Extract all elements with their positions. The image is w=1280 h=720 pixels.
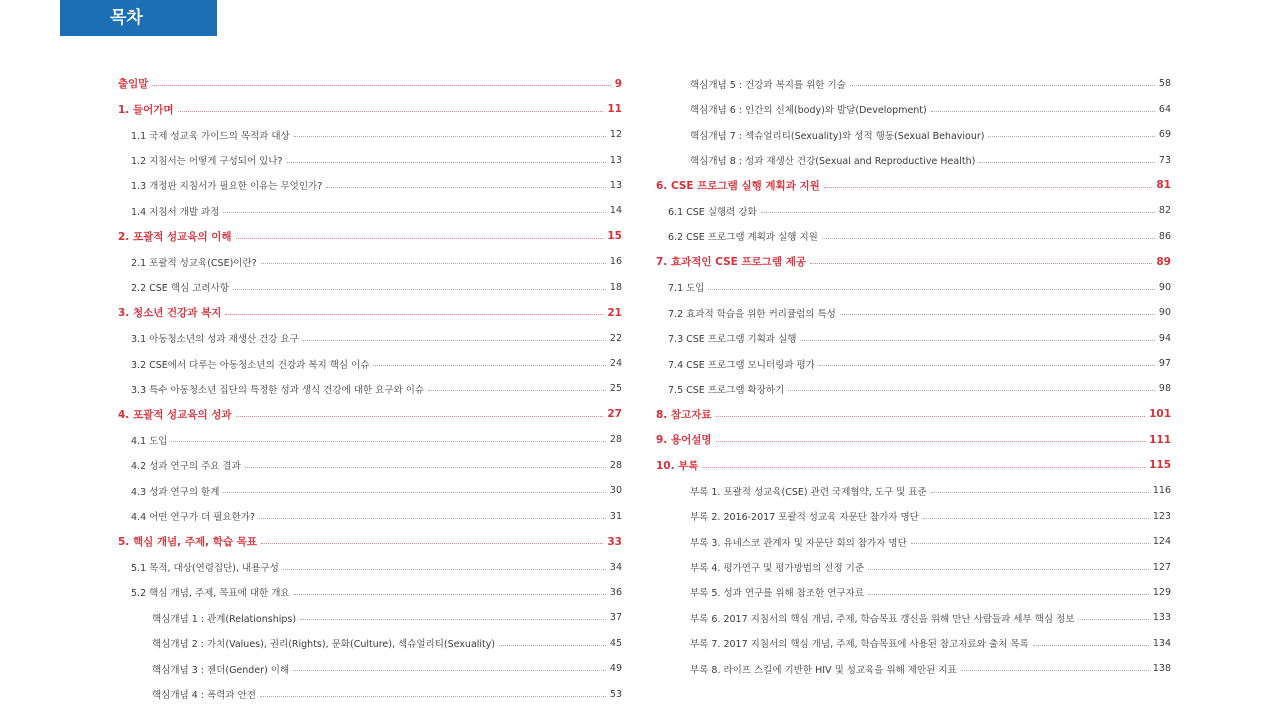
toc-entry-page-number: 36 — [609, 586, 622, 598]
toc-entry[interactable] — [118, 173, 622, 198]
toc-entry-page-number: 134 — [1152, 637, 1171, 649]
toc-entry-label: 5.2 핵심 개념, 주제, 목표에 대한 개요 — [131, 588, 290, 600]
toc-entry[interactable] — [118, 478, 622, 503]
toc-entry-page-number: 123 — [1152, 510, 1171, 522]
toc-entry-page-number: 86 — [1158, 230, 1171, 242]
toc-entry-page-number: 49 — [609, 663, 622, 675]
toc-entry-label: 부록 6. 2017 지침서의 핵심 개념, 주제, 학습목표 갱신을 위해 만난 사람들과 세부 핵심 정보 — [690, 613, 1075, 625]
toc-entry-page-number: 94 — [1158, 332, 1171, 344]
toc-entry[interactable] — [655, 147, 1171, 172]
toc-entry-page-number: 129 — [1152, 586, 1171, 598]
toc-entry-label: 1.1 국제 성교육 가이드의 목적과 대상 — [131, 130, 290, 142]
dot-leader — [716, 416, 1146, 417]
toc-entry[interactable] — [655, 71, 1171, 96]
toc-entry-label: 핵심개념 7 : 섹슈얼리티(Sexuality)와 성적 행동(Sexual Behaviour) — [690, 130, 985, 142]
toc-entry[interactable] — [118, 147, 622, 172]
dot-leader — [236, 416, 604, 417]
toc-entry-label: 부록 7. 2017 지침서의 핵심 개념, 주제, 학습목표에 사용된 참고자료와 출처 목록 — [690, 639, 1029, 651]
dot-leader — [236, 238, 604, 239]
toc-entry[interactable] — [118, 198, 622, 223]
toc-entry-page-number: 25 — [609, 383, 622, 395]
toc-entry-page-number: 97 — [1158, 358, 1171, 370]
toc-entry[interactable] — [655, 478, 1171, 503]
toc-entry-page-number: 14 — [609, 205, 622, 217]
toc-entry-label: 7.2 효과적 학습을 위한 커리큘럼의 특성 — [668, 308, 836, 320]
toc-entry-page-number: 22 — [609, 332, 622, 344]
toc-entry-label: 부록 1. 포괄적 성교육(CSE) 관련 국제협약, 도구 및 표준 — [690, 486, 927, 498]
toc-entry-page-number: 138 — [1152, 663, 1171, 675]
toc-entry-page-number: 90 — [1158, 281, 1171, 293]
dot-leader — [868, 594, 1149, 595]
toc-entry-page-number: 127 — [1152, 561, 1171, 573]
toc-entry-label: 8. 참고자료 — [656, 408, 712, 421]
toc-entry-label: 부록 4. 평가연구 및 평가방법의 선정 기준 — [690, 563, 865, 575]
toc-entry[interactable] — [655, 325, 1171, 350]
toc-entry[interactable] — [118, 122, 622, 147]
toc-entry-page-number: 13 — [609, 154, 622, 166]
toc-section-entry[interactable] — [655, 249, 1171, 274]
toc-entry-label: 3.2 CSE에서 다루는 아동청소년의 건강과 복지 핵심 이슈 — [131, 359, 370, 371]
toc-entry-page-number: 69 — [1158, 129, 1171, 141]
toc-entry-page-number: 58 — [1158, 78, 1171, 90]
toc-section-entry[interactable] — [655, 402, 1171, 427]
toc-entry[interactable] — [655, 300, 1171, 325]
dot-leader — [1033, 645, 1149, 646]
toc-entry-label: 부록 8. 라이프 스킬에 기반한 HIV 및 성교육을 위해 제안된 지표 — [690, 664, 957, 676]
toc-section-entry[interactable] — [655, 427, 1171, 452]
dot-leader — [223, 492, 605, 493]
toc-entry[interactable] — [118, 376, 622, 401]
dot-leader — [708, 289, 1154, 290]
dot-leader — [819, 365, 1155, 366]
toc-entry[interactable] — [118, 656, 622, 681]
toc-left-column — [118, 71, 622, 707]
toc-entry[interactable] — [655, 198, 1171, 223]
dot-leader — [294, 136, 606, 137]
dot-leader — [716, 441, 1146, 442]
toc-entry-label: 1.2 지침서는 어떻게 구성되어 있나? — [131, 156, 283, 168]
toc-entry-page-number: 98 — [1158, 383, 1171, 395]
toc-entry-label: 2.2 CSE 핵심 고려사항 — [131, 283, 229, 295]
toc-entry-label: 핵심개념 6 : 인간의 신체(body)와 발달(Development) — [690, 105, 927, 117]
toc-entry-label: 핵심개념 8 : 성과 재생산 건강(Sexual and Reproductive Health) — [690, 156, 976, 168]
toc-entry-label: 9. 용어설명 — [656, 434, 712, 447]
dot-leader — [373, 365, 605, 366]
dot-leader — [800, 340, 1154, 341]
toc-entry-page-number: 33 — [607, 535, 622, 548]
dot-leader — [499, 645, 606, 646]
toc-entry-page-number: 53 — [609, 688, 622, 700]
dot-leader — [911, 543, 1149, 544]
toc-entry[interactable] — [118, 427, 622, 452]
toc-entry-label: 핵심개념 2 : 가치(Values), 권리(Rights), 문화(Culture), 섹슈얼리티(Sexuality) — [152, 639, 496, 651]
dot-leader — [961, 670, 1149, 671]
toc-entry-label: 3.1 아동청소년의 성과 재생산 건강 요구 — [131, 334, 299, 346]
toc-entry-label: 핵심개념 5 : 건강과 복지를 위한 기술 — [690, 79, 846, 91]
toc-entry[interactable] — [655, 376, 1171, 401]
toc-entry[interactable] — [655, 605, 1171, 630]
toc-entry-label: 핵심개념 3 : 젠더(Gender) 이해 — [152, 664, 290, 676]
toc-entry-label: 7.1 도입 — [668, 283, 705, 295]
dot-leader — [261, 543, 603, 544]
toc-section-entry[interactable] — [118, 402, 622, 427]
toc-entry-label: 1. 들어가며 — [118, 103, 174, 116]
toc-entry[interactable] — [118, 275, 622, 300]
toc-section-entry[interactable] — [118, 96, 622, 121]
toc-entry-page-number: 18 — [609, 281, 622, 293]
toc-entry[interactable] — [655, 122, 1171, 147]
dot-leader — [171, 441, 605, 442]
toc-entry[interactable] — [118, 453, 622, 478]
toc-entry[interactable] — [118, 580, 622, 605]
dot-leader — [824, 187, 1153, 188]
toc-entry-page-number: 24 — [609, 358, 622, 370]
toc-entry[interactable] — [118, 631, 622, 656]
dot-leader — [300, 619, 606, 620]
toc-entry-page-number: 9 — [614, 77, 622, 90]
dot-leader — [223, 212, 605, 213]
dot-leader — [822, 238, 1155, 239]
toc-section-entry[interactable] — [118, 224, 622, 249]
toc-entry-page-number: 82 — [1158, 205, 1171, 217]
dot-leader — [428, 390, 606, 391]
dot-leader — [703, 467, 1146, 468]
toc-entry[interactable] — [118, 351, 622, 376]
toc-section-entry[interactable] — [118, 300, 622, 325]
toc-entry-label: 6. CSE 프로그램 실행 계획과 지원 — [656, 179, 820, 192]
toc-entry-label: 4. 포괄적 성교육의 성과 — [118, 408, 232, 421]
toc-entry[interactable] — [118, 605, 622, 630]
dot-leader — [245, 467, 606, 468]
toc-entry-page-number: 64 — [1158, 103, 1171, 115]
toc-entry[interactable] — [655, 96, 1171, 121]
dot-leader — [850, 85, 1155, 86]
toc-section-entry[interactable] — [655, 173, 1171, 198]
dot-leader — [225, 314, 603, 315]
dot-leader — [868, 569, 1149, 570]
toc-entry[interactable] — [118, 503, 622, 528]
toc-entry-label: 6.2 CSE 프로그램 계획과 실행 지원 — [668, 232, 818, 244]
toc-entry-label: 1.3 개정판 지침서가 필요한 이유는 무엇인가? — [131, 181, 323, 193]
dot-leader — [293, 670, 606, 671]
toc-entry-page-number: 116 — [1152, 485, 1171, 497]
dot-leader — [283, 569, 606, 570]
toc-entry-label: 1.4 지침서 개발 과정 — [131, 206, 220, 218]
toc-entry[interactable] — [118, 325, 622, 350]
toc-entry-label: 부록 2. 2016-2017 포괄적 성교육 자문단 참가자 명단 — [690, 512, 919, 524]
dot-leader — [233, 289, 606, 290]
toc-entry-page-number: 30 — [609, 485, 622, 497]
toc-entry-label: 7. 효과적인 CSE 프로그램 제공 — [656, 256, 806, 269]
dot-leader — [152, 85, 610, 86]
toc-entry-label: 2.1 포괄적 성교육(CSE)이란? — [131, 257, 257, 269]
dot-leader — [931, 111, 1155, 112]
dot-leader — [178, 111, 604, 112]
toc-entry-label: 4.3 성과 연구의 한계 — [131, 486, 220, 498]
toc-entry-label: 출임말 — [118, 78, 149, 91]
toc-entry-page-number: 31 — [609, 510, 622, 522]
dot-leader — [294, 594, 606, 595]
dot-leader — [260, 696, 606, 697]
dot-leader — [788, 390, 1155, 391]
toc-entry-page-number: 89 — [1156, 255, 1171, 268]
toc-entry-page-number: 90 — [1158, 307, 1171, 319]
dot-leader — [988, 136, 1154, 137]
toc-entry-label: 부록 3. 유네스코 관계자 및 자문단 회의 참가자 명단 — [690, 537, 907, 549]
toc-entry-page-number: 111 — [1149, 433, 1171, 446]
dot-leader — [326, 187, 606, 188]
toc-entry[interactable] — [118, 554, 622, 579]
toc-entry[interactable] — [118, 249, 622, 274]
toc-entry-page-number: 73 — [1158, 154, 1171, 166]
dot-leader — [261, 263, 606, 264]
dot-leader — [287, 162, 606, 163]
toc-entry[interactable] — [655, 224, 1171, 249]
dot-leader — [259, 518, 606, 519]
toc-section-entry[interactable] — [655, 453, 1171, 478]
toc-entry-label: 10. 부록 — [656, 459, 699, 472]
toc-entry-label: 2. 포괄적 성교육의 이해 — [118, 230, 232, 243]
toc-entry-label: 7.5 CSE 프로그램 확장하기 — [668, 384, 785, 396]
toc-section-entry[interactable] — [118, 71, 622, 96]
toc-entry[interactable] — [655, 656, 1171, 681]
page-title: 목차 — [60, 0, 217, 36]
toc-entry-label: 5. 핵심 개념, 주제, 학습 목표 — [118, 536, 257, 549]
toc-entry-page-number: 101 — [1149, 408, 1171, 421]
toc-entry-label: 7.4 CSE 프로그램 모니터링과 평가 — [668, 359, 815, 371]
toc-entry-page-number: 28 — [609, 459, 622, 471]
toc-entry[interactable] — [655, 275, 1171, 300]
toc-right-column — [655, 71, 1171, 682]
toc-entry-page-number: 45 — [609, 637, 622, 649]
toc-entry[interactable] — [655, 580, 1171, 605]
toc-entry-label: 5.1 목적, 대상(연령집단), 내용구성 — [131, 563, 279, 575]
toc-entry-page-number: 15 — [607, 230, 622, 243]
toc-entry[interactable] — [655, 529, 1171, 554]
toc-entry-page-number: 16 — [609, 256, 622, 268]
toc-entry-page-number: 34 — [609, 561, 622, 573]
dot-leader — [303, 340, 606, 341]
toc-entry-label: 3.3 특수 아동청소년 집단의 특정한 성과 생식 건강에 대한 요구와 이슈 — [131, 384, 425, 396]
toc-entry-page-number: 28 — [609, 434, 622, 446]
toc-entry[interactable] — [655, 351, 1171, 376]
toc-entry-label: 4.4 어떤 연구가 더 필요한가? — [131, 512, 255, 524]
toc-entry-label: 7.3 CSE 프로그램 기획과 실행 — [668, 334, 797, 346]
toc-entry-page-number: 81 — [1156, 179, 1171, 192]
toc-entry-label: 4.2 성과 연구의 주요 결과 — [131, 461, 241, 473]
toc-entry-page-number: 11 — [607, 103, 622, 116]
toc-entry-page-number: 133 — [1152, 612, 1171, 624]
dot-leader — [979, 162, 1155, 163]
toc-entry-page-number: 37 — [609, 612, 622, 624]
toc-entry-label: 핵심개념 4 : 폭력과 안전 — [152, 690, 256, 702]
toc-entry-page-number: 21 — [607, 306, 622, 319]
toc-entry-label: 3. 청소년 건강과 복지 — [118, 307, 222, 320]
dot-leader — [931, 492, 1149, 493]
toc-entry[interactable] — [118, 682, 622, 707]
toc-entry-label: 4.1 도입 — [131, 435, 168, 447]
toc-entry-label: 6.1 CSE 실행력 강화 — [668, 206, 757, 218]
dot-leader — [1078, 619, 1148, 620]
dot-leader — [923, 518, 1149, 519]
toc-entry[interactable] — [655, 503, 1171, 528]
toc-entry-label: 부록 5. 성과 연구를 위해 참조한 연구자료 — [690, 588, 865, 600]
toc-entry-page-number: 115 — [1149, 459, 1171, 472]
toc-section-entry[interactable] — [118, 529, 622, 554]
toc-entry[interactable] — [655, 554, 1171, 579]
toc-entry-page-number: 13 — [609, 179, 622, 191]
toc-entry-page-number: 124 — [1152, 536, 1171, 548]
dot-leader — [840, 314, 1155, 315]
dot-leader — [761, 212, 1155, 213]
toc-entry-page-number: 12 — [609, 129, 622, 141]
toc-entry-label: 핵심개념 1 : 관계(Relationships) — [152, 613, 297, 625]
toc-entry[interactable] — [655, 631, 1171, 656]
toc-entry-page-number: 27 — [607, 408, 622, 421]
dot-leader — [810, 263, 1152, 264]
